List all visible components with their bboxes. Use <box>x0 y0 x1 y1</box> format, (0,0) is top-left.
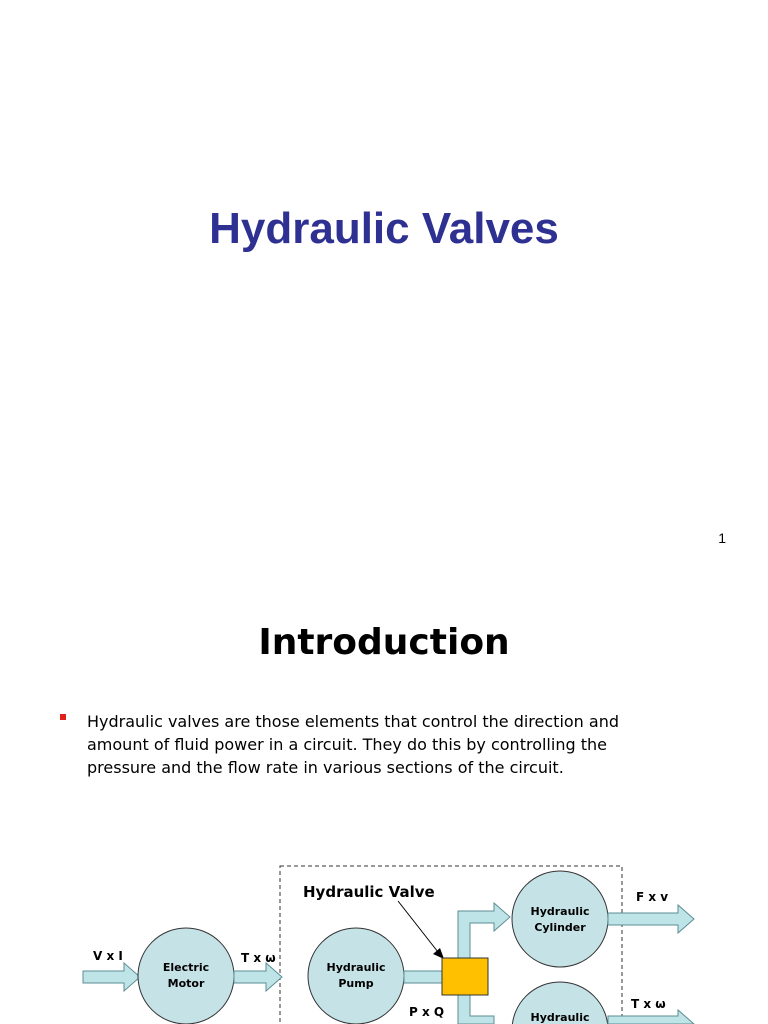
valve-label: Hydraulic Valve <box>303 883 435 901</box>
cylinder-output-label: F x v <box>636 890 669 904</box>
input-label: V x I <box>93 949 123 963</box>
pump-to-valve-pipe <box>404 971 442 983</box>
input-arrow <box>83 963 140 991</box>
motor2-output-label: T x ω <box>631 997 666 1011</box>
motor-to-pump-arrow <box>234 963 282 991</box>
hydraulic-pump-label-line2: Pump <box>338 977 374 990</box>
hydraulic-pump-label-line1: Hydraulic <box>326 961 386 974</box>
valve-to-motor-pipe <box>458 995 494 1024</box>
electric-motor-label-line1: Electric <box>162 961 210 974</box>
slide-title: Hydraulic Valves <box>209 204 559 253</box>
page-number: 1 <box>718 530 726 546</box>
pump-output-label: P x Q <box>409 1005 445 1019</box>
hydraulic-cylinder-label-line2: Cylinder <box>534 921 586 934</box>
motor2-output-arrow <box>608 1010 694 1024</box>
section-title: Introduction <box>258 622 510 663</box>
electric-motor-node <box>138 928 234 1024</box>
valve-pointer-head <box>433 948 444 959</box>
electric-motor-label-line2: Motor <box>167 977 205 990</box>
hydraulic-valve-node <box>442 958 488 995</box>
hydraulic-cylinder-node <box>512 871 608 967</box>
bullet-text: Hydraulic valves are those elements that control the direction and amount of fluid power in a circuit. They do this by controlling the pressure and the flow rate in various sections of the circuit. <box>87 712 620 777</box>
hydraulic-cylinder-label-line1: Hydraulic <box>530 905 590 918</box>
hydraulic-motor-label: Hydraulic <box>530 1011 590 1024</box>
introduction-slide <box>0 580 768 1024</box>
hydraulic-pump-node <box>308 928 404 1024</box>
cylinder-output-arrow <box>608 905 694 933</box>
motor-output-label: T x ω <box>241 951 276 965</box>
valve-pointer-line <box>398 901 438 952</box>
valve-to-cylinder-pipe <box>458 903 510 960</box>
hydraulic-system-diagram <box>0 580 768 1024</box>
